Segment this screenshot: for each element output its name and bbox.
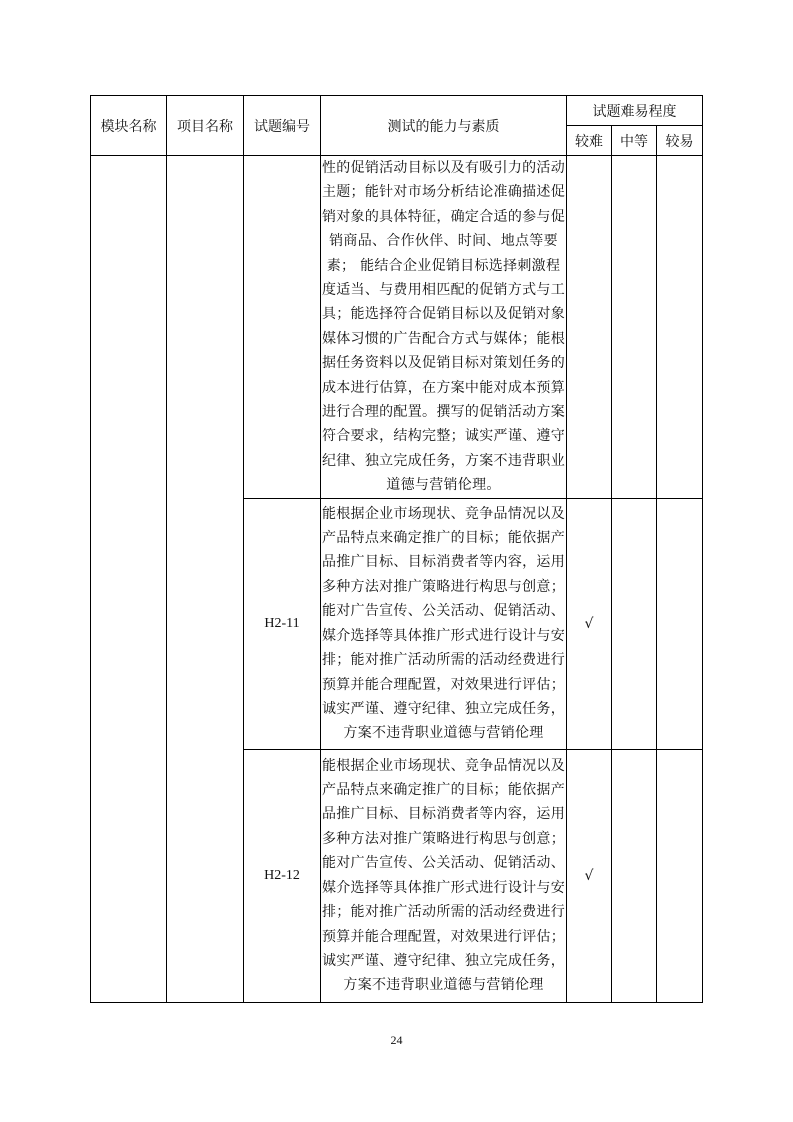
easy-mark (657, 156, 703, 499)
project-cell (167, 156, 244, 1003)
module-cell (91, 156, 167, 1003)
question-code (244, 156, 321, 499)
medium-mark (612, 498, 657, 749)
ability-text: 能根据企业市场现状、竞争品情况以及产品特点来确定推广的目标；能依据产品推广目标、目标消费者等内容，运用多种方法对推广策略进行构思与创意；能对广告宣传、公关活动、促销活动、媒介选择等具体推广形式进行设计与安排；能对推广活动所需的活动经费进行预算并能合理配置，对效果进行评估；诚实严谨、遵守纪律、独立完成任务，方案不违背职业道德与营销伦理 (321, 498, 567, 749)
medium-mark (612, 156, 657, 499)
page-number: 24 (390, 1033, 403, 1047)
header-easy: 较易 (657, 126, 703, 156)
header-difficulty: 试题难易程度 (567, 96, 703, 126)
easy-mark (657, 749, 703, 1002)
header-module-name: 模块名称 (91, 96, 167, 156)
easy-mark (657, 498, 703, 749)
header-question-no: 试题编号 (244, 96, 321, 156)
header-medium: 中等 (612, 126, 657, 156)
hard-mark: √ (567, 498, 612, 749)
hard-mark (567, 156, 612, 499)
header-hard: 较难 (567, 126, 612, 156)
header-ability: 测试的能力与素质 (321, 96, 567, 156)
ability-text: 能根据企业市场现状、竞争品情况以及产品特点来确定推广的目标；能依据产品推广目标、目标消费者等内容，运用多种方法对推广策略进行构思与创意；能对广告宣传、公关活动、促销活动、媒介选择等具体推广形式进行设计与安排；能对推广活动所需的活动经费进行预算并能合理配置，对效果进行评估；诚实严谨、遵守纪律、独立完成任务，方案不违背职业道德与营销伦理 (321, 749, 567, 1002)
question-code: H2-11 (244, 498, 321, 749)
medium-mark (612, 749, 657, 1002)
question-code: H2-12 (244, 749, 321, 1002)
table-row (91, 156, 703, 499)
hard-mark: √ (567, 749, 612, 1002)
header-row-1 (91, 96, 703, 126)
ability-text: 性的促销活动目标以及有吸引力的活动主题；能针对市场分析结论准确描述促销对象的具体特征，确定合适的参与促销商品、合作伙伴、时间、地点等要素； 能结合企业促销目标选择刺激程度适当、与费用相匹配的促销方式与工具；能选择符合促销目标以及促销对象媒体习惯的广告配合方式与媒体；能根据任务资料以及促销目标对策划任务的成本进行估算，在方案中能对成本预算进行合理的配置。撰写的促销活动方案符合要求，结构完整；诚实严谨、遵守纪律、独立完成任务，方案不违背职业道德与营销伦理。 (321, 156, 567, 499)
competency-table (90, 95, 703, 1003)
header-project-name: 项目名称 (167, 96, 244, 156)
